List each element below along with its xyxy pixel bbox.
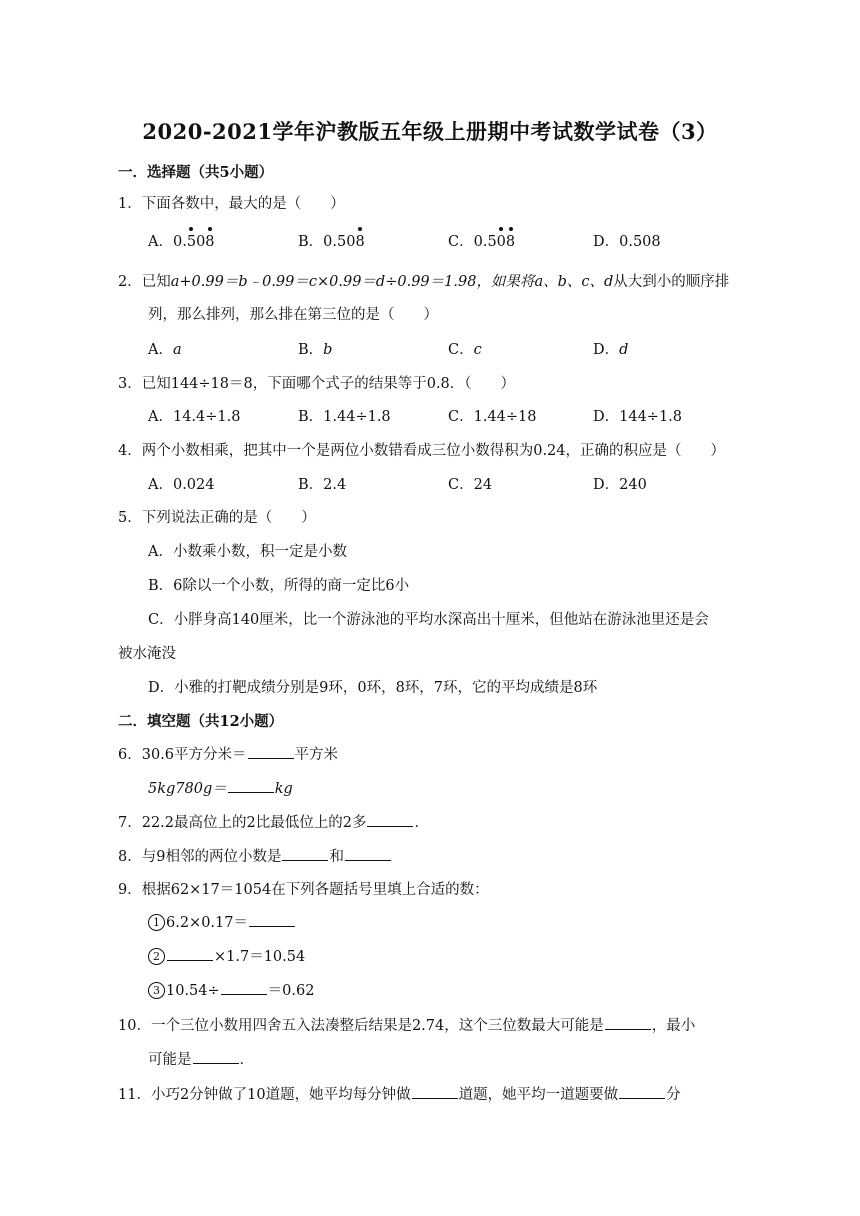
answer-blank[interactable]: [345, 846, 391, 861]
option-c: C．1.44÷18: [448, 409, 537, 425]
section-heading-fill: 二．填空题（共12小题）: [118, 713, 284, 730]
answer-blank[interactable]: [228, 778, 274, 793]
answer-blank[interactable]: [193, 1049, 239, 1064]
answer-blank[interactable]: [167, 946, 213, 961]
question-1-stem: 1．下面各数中，最大的是（ ）: [118, 196, 345, 212]
question-6-line-2: 5kg780g＝ kg: [148, 777, 293, 798]
option-d: D．240: [593, 477, 647, 493]
question-5-stem: 5．下列说法正确的是（ ）: [118, 510, 316, 526]
option-d: D．d: [593, 342, 629, 358]
answer-blank[interactable]: [282, 846, 328, 861]
option-a: A．0. 50 8: [148, 230, 215, 251]
answer-blank[interactable]: [412, 1084, 458, 1099]
question-9-sub-1: 1 6.2×0.17＝: [148, 911, 296, 932]
section-heading-choice: 一．选择题（共5小题）: [118, 164, 274, 181]
answer-blank[interactable]: [248, 744, 294, 759]
option-d: D．144÷1.8: [593, 409, 683, 425]
question-4-options: [148, 473, 748, 495]
question-9-stem: 9．根据62×17＝1054在下列各题括号里填上合适的数：: [118, 882, 489, 898]
option-b: B．2.4: [298, 477, 347, 493]
answer-blank[interactable]: [619, 1084, 665, 1099]
option-a: A．0.024: [148, 477, 215, 493]
question-10: 10．一个三位小数用四舍五入法凑整后结果是2.74，这个三位数最大可能是 ，最小: [118, 1014, 695, 1035]
option-a: A．小数乘小数，积一定是小数: [148, 544, 347, 560]
repeating-digit: 0: [497, 234, 506, 250]
page-title: 2020-2021学年沪教版五年级上册期中考试数学试卷（3）: [142, 119, 718, 144]
question-10-continuation: 可能是 ．: [148, 1048, 254, 1069]
question-1-options: [148, 230, 748, 252]
option-a: A．a: [148, 342, 182, 358]
question-2-options: [148, 338, 748, 360]
option-c: C．小胖身高140厘米，比一个游泳池的平均水深高出十厘米，但他站在游泳池里还是会: [148, 612, 709, 628]
option-d: D．小雅的打靶成绩分别是9环，0环，8环，7环，它的平均成绩是8环: [148, 680, 598, 696]
answer-blank[interactable]: [249, 912, 295, 927]
question-6-line-1: 6．30.6平方分米＝ 平方米: [118, 743, 338, 764]
option-b: B．1.44÷1.8: [298, 409, 391, 425]
question-3-stem: 3．已知144÷18＝8，下面哪个式子的结果等于0.8．（ ）: [118, 376, 516, 392]
option-b: B．0.50 8: [298, 230, 365, 251]
question-11: 11．小巧2分钟做了10道题，她平均每分钟做 道题，她平均一道题要做 分: [118, 1083, 681, 1104]
repeating-digit: 5: [187, 234, 196, 250]
repeating-digit: 8: [355, 234, 364, 250]
question-9-sub-3: 3 10.54÷ ＝0.62: [148, 979, 314, 1000]
answer-blank[interactable]: [605, 1015, 651, 1030]
answer-blank[interactable]: [221, 980, 267, 995]
question-7: 7．22.2最高位上的2比最低位上的2多 ．: [118, 811, 429, 832]
repeating-digit: 8: [205, 234, 214, 250]
question-4-stem: 4．两个小数相乘，把其中一个是两位小数错看成三位小数得积为0.24，正确的积应是（ ）: [118, 443, 726, 459]
option-c: C．24: [448, 477, 493, 493]
option-c-continuation: 被水淹没: [118, 646, 176, 662]
question-3-options: [148, 405, 748, 427]
answer-blank[interactable]: [367, 812, 413, 827]
question-8: 8．与9相邻的两位小数是 和: [118, 845, 392, 866]
question-2-continuation: 列，那么排列，那么排在第三位的是（ ）: [148, 307, 438, 323]
option-a: A．14.4÷1.8: [148, 409, 241, 425]
question-9-sub-2: 2 ×1.7＝10.54: [148, 945, 305, 966]
question-2-stem: 2．已知a+0.99＝b﹣0.99＝c×0.99＝d÷0.99＝1.98，如果将a、b、c、d从大到小的顺序排: [118, 274, 730, 290]
option-b: B．b: [298, 342, 333, 358]
repeating-digit: 8: [506, 234, 515, 250]
option-d: D．0.508: [593, 234, 661, 250]
option-c: C．0.5 0 8: [448, 230, 515, 251]
option-b: B．6除以一个小数，所得的商一定比6小: [148, 578, 410, 594]
option-c: C．c: [448, 342, 482, 358]
